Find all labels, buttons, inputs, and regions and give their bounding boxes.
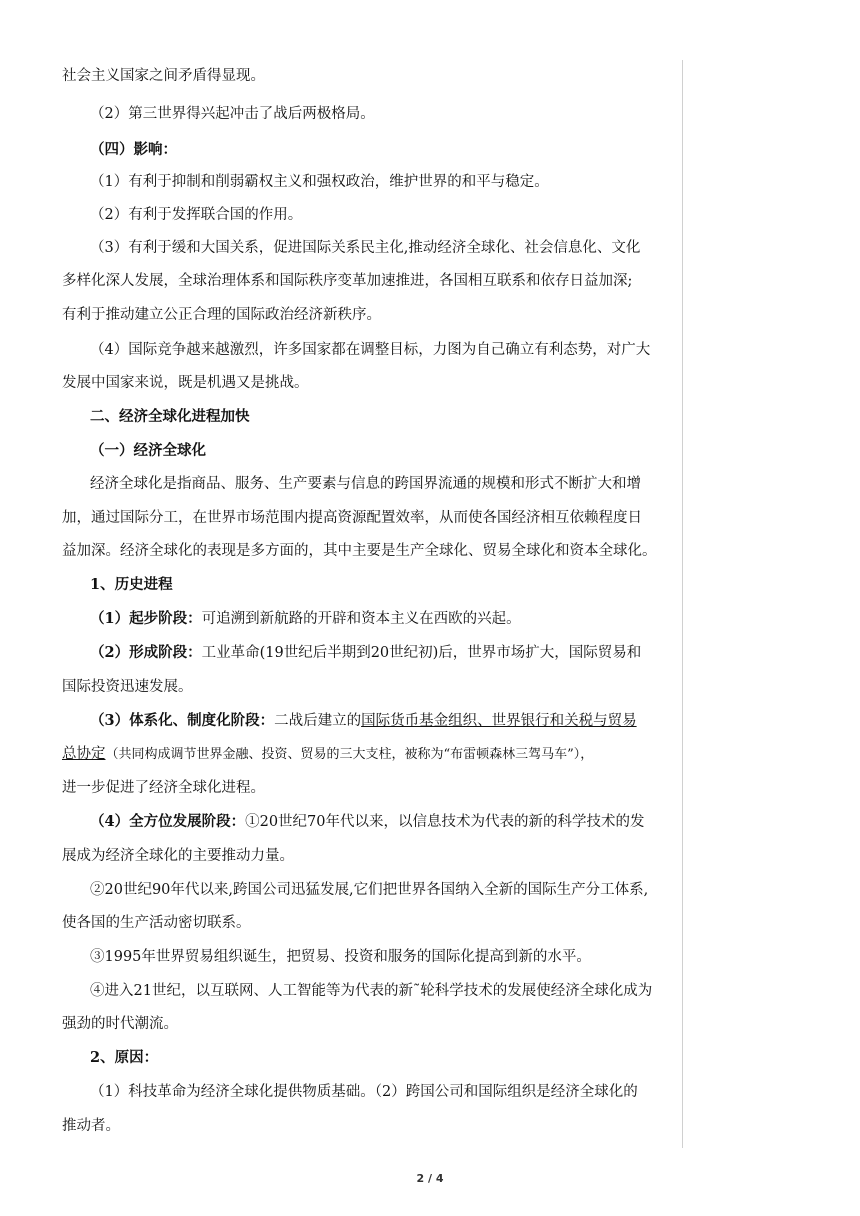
- paragraph-line: 使各国的生产活动密切联系。: [62, 915, 251, 931]
- section-heading: （四）影响：: [90, 141, 177, 158]
- stage-label: （1）起步阶段：: [90, 610, 202, 627]
- paragraph-line: 社会主义国家之间矛盾得显现。: [62, 68, 265, 84]
- stage-text: 可追溯到新航路的开辟和资本主义在西欧的兴起。: [201, 611, 521, 627]
- section-heading: 2、原因：: [90, 1049, 159, 1066]
- paragraph-line: 加，通过国际分工，在世界市场范围内提高资源配置效率，从而使各国经济相互依赖程度日: [62, 510, 642, 526]
- underlined-text: 总协定: [62, 746, 106, 762]
- paragraph-line: 国际投资迅速发展。: [62, 679, 193, 695]
- paragraph-line: 多样化深人发展，全球治理体系和国际秩序变革加速推进，各国相互联系和依存日益加深;: [62, 273, 633, 289]
- stage-text: 二战后建立的: [274, 713, 362, 729]
- stage-text: ①20世纪70年代以来，以信息技术为代表的新的科学技术的发: [245, 814, 645, 830]
- paragraph-line: 推动者。: [62, 1118, 120, 1134]
- paragraph-line: 展成为经济全球化的主要推动力量。: [62, 848, 294, 864]
- section-heading: （一）经济全球化: [90, 442, 206, 459]
- paragraph-line: [90, 711, 637, 731]
- paragraph-line: ④进入21世纪，以互联网、人工智能等为代表的新˜轮科学技术的发展使经济全球化成为: [90, 983, 653, 999]
- paragraph-line: （2）第三世界得兴起冲击了战后两极格局。: [90, 106, 375, 122]
- paragraph-line: 有利于推动建立公正合理的国际政治经济新秩序。: [62, 307, 381, 323]
- paragraph-line: [90, 812, 645, 832]
- paragraph-line: [90, 609, 521, 629]
- paragraph-line: 强劲的时代潮流。: [62, 1016, 178, 1032]
- margin-line: [682, 60, 683, 1148]
- stage-label: （2）形成阶段：: [90, 644, 202, 661]
- underlined-text: 国际货币基金组织、世界银行和关税与贸易: [361, 713, 637, 729]
- paragraph-line: 进一步促进了经济全球化进程。: [62, 780, 265, 796]
- section-heading: 二、经济全球化进程加快: [90, 408, 250, 425]
- page-number: 2 / 4: [416, 1172, 444, 1185]
- paragraph-line: [62, 744, 593, 765]
- paragraph-line: （2）有利于发挥联合国的作用。: [90, 207, 303, 223]
- paragraph-line: 益加深。经济全球化的表现是多方面的，其中主要是生产全球化、贸易全球化和资本全球化。: [62, 543, 657, 559]
- paragraph-line: （1）有利于抑制和削弱霸权主义和强权政治，维护世界的和平与稳定。: [90, 174, 549, 190]
- paragraph-line: 经济全球化是指商品、服务、生产要素与信息的跨国界流通的规模和形式不断扩大和增: [90, 476, 641, 492]
- stage-label: （4）全方位发展阶段：: [90, 813, 246, 830]
- note-text: （共同构成调节世界金融、投资、贸易的三大支柱，被称为“布雷顿森林三驾马车”），: [105, 747, 594, 762]
- section-heading: 1、历史进程: [90, 576, 173, 593]
- paragraph-line: （4）国际竞争越来越激烈，许多国家都在调整目标，力图为自己确立有利态势，对广大: [90, 342, 651, 358]
- paragraph-line: ③1995年世界贸易组织诞生，把贸易、投资和服务的国际化提高到新的水平。: [90, 949, 591, 965]
- paragraph-line: （3）有利于缓和大国关系，促进国际关系民主化,推动经济全球化、社会信息化、文化: [90, 240, 641, 256]
- paragraph-line: 发展中国家来说，既是机遇又是挑战。: [62, 375, 309, 391]
- paragraph-line: ②20世纪90年代以来,跨国公司迅猛发展,它们把世界各国纳入全新的国际生产分工体系,: [90, 882, 649, 898]
- stage-text: 工业革命(19世纪后半期到20世纪初)后，世界市场扩大，国际贸易和: [201, 645, 642, 661]
- stage-label: （3）体系化、制度化阶段：: [90, 712, 275, 729]
- paragraph-line: [90, 643, 641, 663]
- paragraph-line: （1）科技革命为经济全球化提供物质基础。（2）跨国公司和国际组织是经济全球化的: [90, 1084, 638, 1100]
